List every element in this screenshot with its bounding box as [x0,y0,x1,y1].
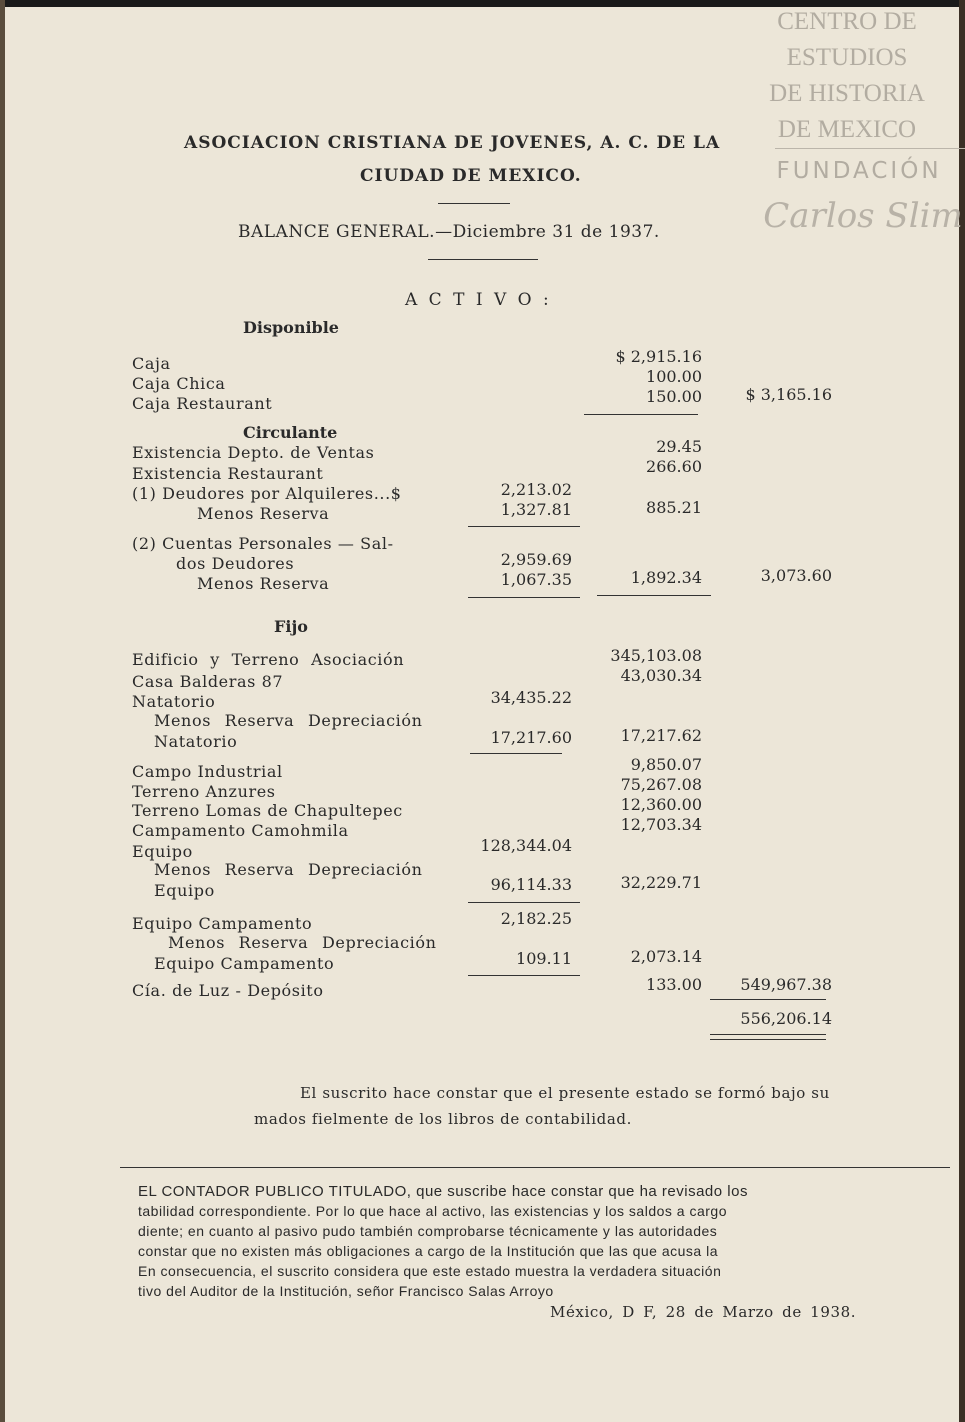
row-label: (1) Deudores por Alquileres...$ [132,484,402,503]
row-amount: 2,073.14 [630,947,702,966]
row-label: Cía. de Luz - Depósito [132,981,324,1000]
row-subamount: 1,327.81 [500,500,572,519]
row-subamount: 2,182.25 [500,909,572,928]
note-line: El suscrito hace constar que el presente estado se formó bajo su [300,1084,830,1102]
org-title-line1: ASOCIACION CRISTIANA DE JOVENES, A. C. DE LA [184,133,721,153]
row-subamount: 128,344.04 [480,836,572,855]
row-label: Equipo Campamento [132,914,313,933]
row-label: Menos Reserva [197,504,330,523]
row-label: Natatorio [132,692,216,711]
certification-line: constar que no existen más obligaciones a cargo de la Institución que las que acusa la [138,1243,719,1259]
column-rule [468,526,580,527]
row-label: Edificio y Terreno Asociación [132,650,405,669]
row-amount: 100.00 [646,367,702,386]
row-amount: 9,850.07 [630,755,702,774]
grand-total: 556,206.14 [740,1009,832,1028]
column-rule [470,753,562,754]
section-fijo: Fijo [274,617,308,636]
row-label: Equipo [154,881,215,900]
certification-divider [120,1167,950,1168]
row-label: Equipo [132,842,193,861]
row-amount: 29.45 [656,437,702,456]
row-amount: 12,360.00 [620,795,702,814]
row-amount: 885.21 [646,498,702,517]
row-label: Campo Industrial [132,762,283,781]
row-label: Menos Reserva Depreciación [154,860,423,879]
watermark-signature: Carlos Slim [763,196,963,236]
balance-title: BALANCE GENERAL.—Diciembre 31 de 1937. [238,222,660,242]
row-label: Menos Reserva Depreciación [154,711,423,730]
column-rule [468,597,580,598]
row-amount: 150.00 [646,387,702,406]
grand-total-double-rule [710,1039,826,1040]
row-label: Caja [132,354,171,373]
row-label: Terreno Anzures [132,782,276,801]
header-divider [438,203,510,204]
row-amount: 345,103.08 [610,646,702,665]
row-amount: 17,217.62 [620,726,702,745]
row-label: Caja Restaurant [132,394,273,413]
row-label: Caja Chica [132,374,226,393]
certification-date: México, D F, 28 de Marzo de 1938. [550,1303,857,1321]
row-amount: 12,703.34 [620,815,702,834]
row-label: Casa Balderas 87 [132,672,284,691]
row-label: Terreno Lomas de Chapultepec [132,801,403,820]
row-subamount: 2,959.69 [500,550,572,569]
watermark-divider [775,148,965,149]
row-label: Menos Reserva [197,574,330,593]
certification-line: tabilidad correspondiente. Por lo que hace al activo, las existencias y los saldos a cargo [138,1203,727,1219]
row-amount: 133.00 [646,975,702,994]
column-rule [710,999,826,1000]
row-amount: 266.60 [646,457,702,476]
row-total: 549,967.38 [740,975,832,994]
row-label: Existencia Depto. de Ventas [132,443,375,462]
row-subamount: 109.11 [516,949,572,968]
scan-edge-left [0,0,5,1422]
watermark-line: CENTRO DE [777,8,917,35]
archive-watermark [747,4,947,148]
row-amount: $ 2,915.16 [615,347,702,366]
row-subamount: 96,114.33 [490,875,572,894]
row-total: $ 3,165.16 [745,385,832,404]
row-label: Existencia Restaurant [132,464,324,483]
section-circulante: Circulante [243,423,338,442]
row-subamount: 1,067.35 [500,570,572,589]
watermark-fundacion: FUNDACIÓN [776,158,942,184]
row-label: Natatorio [154,732,238,751]
row-subamount: 2,213.02 [500,480,572,499]
column-rule [468,975,580,976]
note-line: mados fielmente de los libros de contabilidad. [254,1110,632,1128]
column-rule [468,902,580,903]
watermark-line: ESTUDIOS [786,44,908,71]
certification-line: diente; en cuanto al pasivo pudo también comprobarse técnicamente y las autoridades [138,1223,718,1239]
certification-line: EL CONTADOR PUBLICO TITULADO, que suscribe hace constar que ha revisado los [138,1183,748,1200]
org-title-line2: CIUDAD DE MEXICO. [360,166,582,186]
certification-line: tivo del Auditor de la Institución, señor Francisco Salas Arroyo [138,1283,554,1299]
watermark-line: DE HISTORIA [769,80,925,107]
row-amount: 1,892.34 [630,568,702,587]
certification-line: En consecuencia, el suscrito considera que este estado muestra la verdadera situación [138,1263,722,1279]
row-amount: 75,267.08 [620,775,702,794]
row-subamount: 34,435.22 [490,688,572,707]
row-amount: 43,030.34 [620,666,702,685]
row-label: Menos Reserva Depreciación [168,933,437,952]
column-rule [584,414,698,415]
row-label: Equipo Campamento [154,954,335,973]
row-label: Campamento Camohmila [132,821,349,840]
watermark-line: DE MEXICO [777,116,917,143]
row-label: dos Deudores [176,554,295,573]
section-disponible: Disponible [243,318,339,337]
row-subamount: 17,217.60 [490,728,572,747]
row-label: (2) Cuentas Personales — Sal- [132,534,394,553]
row-amount: 32,229.71 [620,873,702,892]
header-divider [428,259,538,260]
row-total: 3,073.60 [760,566,832,585]
grand-total-double-rule [710,1034,826,1035]
activo-heading: A C T I V O : [405,290,552,310]
column-rule [597,595,711,596]
